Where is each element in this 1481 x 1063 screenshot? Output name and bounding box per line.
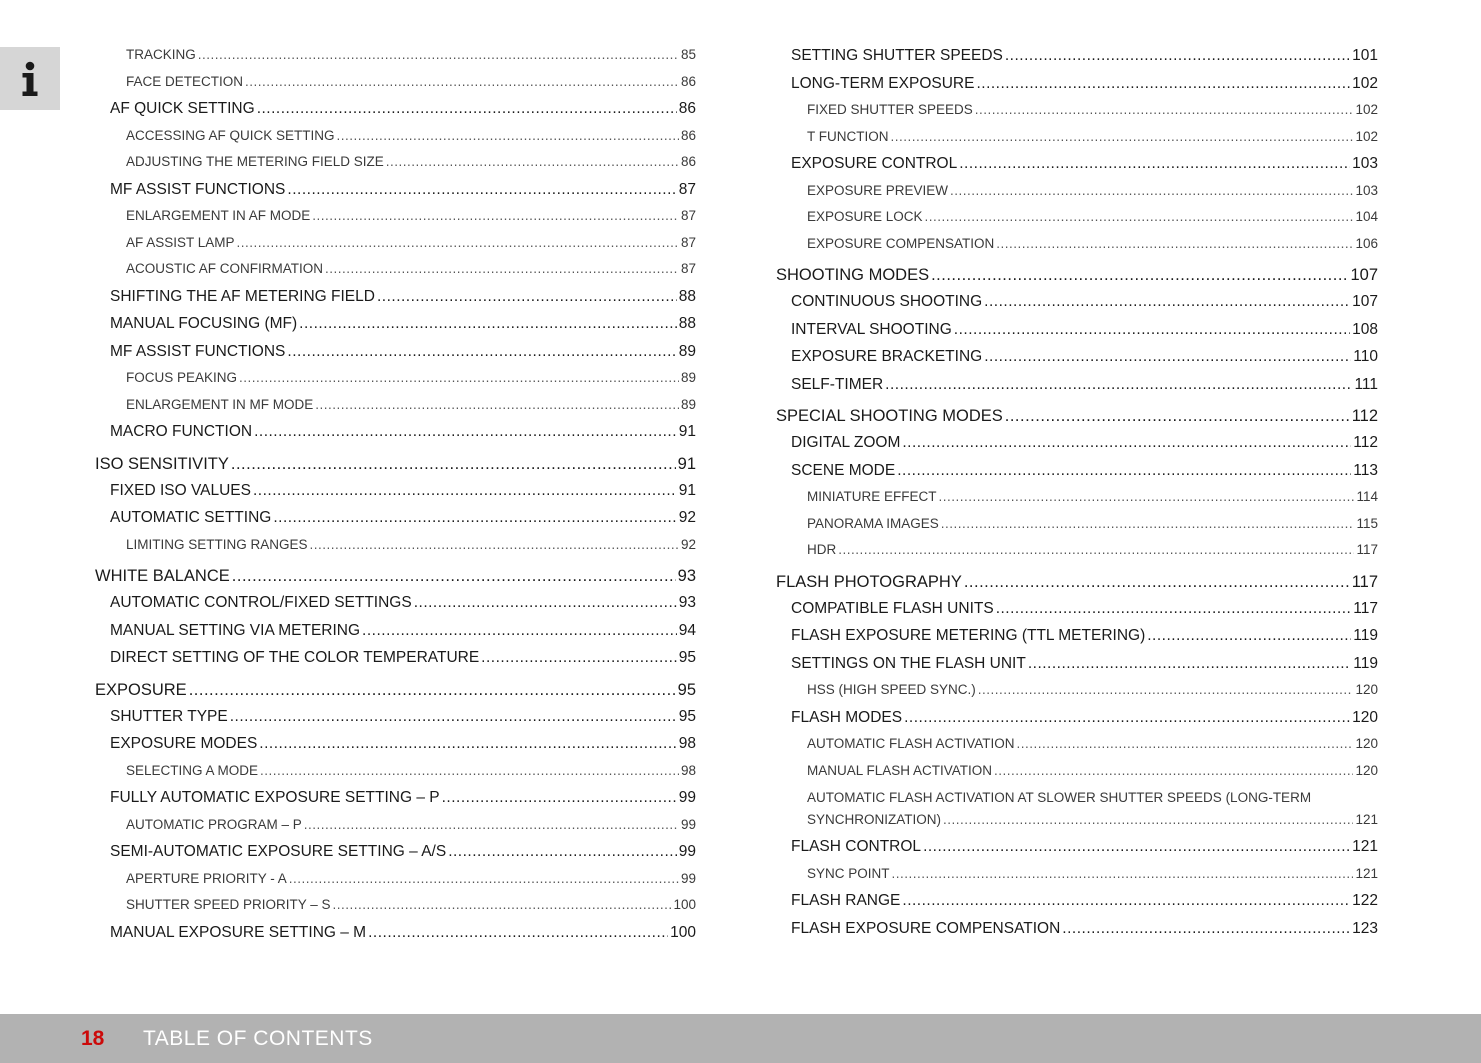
- toc-entry-title: EXPOSURE COMPENSATION: [807, 235, 995, 251]
- toc-entry-page: 95: [678, 707, 696, 725]
- toc-entry-page: 100: [670, 923, 696, 941]
- toc-entry-page: 104: [1355, 209, 1378, 224]
- dot-leader: [996, 231, 1353, 258]
- toc-entry[interactable]: [95, 617, 696, 645]
- toc-entry-title: AUTOMATIC FLASH ACTIVATION: [807, 736, 1015, 751]
- toc-entry-page: 99: [680, 870, 696, 886]
- toc-entry-page: 120: [1352, 708, 1378, 726]
- toc-entry-title: T FUNCTION: [807, 128, 889, 144]
- toc-entry-page: 117: [1351, 572, 1378, 591]
- toc-entry[interactable]: [776, 731, 1378, 758]
- toc-entry[interactable]: [776, 704, 1378, 732]
- dot-leader: [259, 730, 676, 758]
- toc-entry-page: 98: [678, 735, 696, 752]
- toc-entry-page: 117: [1353, 599, 1378, 617]
- toc-entry[interactable]: [95, 283, 696, 311]
- toc-entry-title: MANUAL FOCUSING (MF): [110, 315, 298, 332]
- toc-entry[interactable]: [776, 537, 1378, 564]
- toc-entry-title: DIGITAL ZOOM: [791, 434, 901, 451]
- toc-entry[interactable]: [95, 838, 696, 866]
- toc-entry[interactable]: [776, 861, 1378, 888]
- toc-entry[interactable]: [95, 477, 696, 505]
- toc-entry-page: 113: [1353, 461, 1378, 479]
- dot-leader: [481, 644, 677, 672]
- toc-entry-page: 95: [678, 649, 696, 666]
- toc-entry-title: EXPOSURE BRACKETING: [791, 348, 983, 365]
- toc-entry-page: 91: [677, 454, 696, 473]
- toc-entry-title: DIRECT SETTING OF THE COLOR TEMPERATURE: [110, 649, 480, 666]
- toc-entry-title: FULLY AUTOMATIC EXPOSURE SETTING – P: [110, 789, 440, 806]
- toc-entry-title: FOCUS PEAKING: [126, 370, 238, 385]
- dot-leader: [984, 343, 1351, 371]
- toc-entry[interactable]: [776, 42, 1378, 70]
- toc-entry[interactable]: [95, 866, 696, 893]
- toc-entry-title: FIXED SHUTTER SPEEDS: [807, 102, 973, 117]
- toc-entry[interactable]: [776, 622, 1378, 650]
- info-icon: [21, 61, 39, 97]
- dot-leader: [954, 316, 1350, 344]
- toc-entry-title: APERTURE PRIORITY - A: [126, 870, 287, 886]
- info-tab: [0, 47, 60, 110]
- dot-leader: [337, 123, 679, 150]
- toc-entry-page: 106: [1355, 235, 1378, 251]
- toc-entry[interactable]: [776, 97, 1378, 124]
- dot-leader: [362, 617, 677, 645]
- toc-entry[interactable]: [95, 504, 696, 532]
- toc-entry-title: MINIATURE EFFECT: [807, 489, 937, 504]
- toc-entry[interactable]: [776, 511, 1378, 538]
- toc-entry-title: FACE DETECTION: [126, 73, 244, 89]
- toc-entry-page: 93: [677, 567, 696, 585]
- toc-entry-title: SEMI-AUTOMATIC EXPOSURE SETTING – A/S: [110, 843, 447, 860]
- dot-leader: [273, 504, 676, 532]
- toc-entry-page: 87: [680, 261, 696, 276]
- toc-entry[interactable]: [95, 678, 696, 703]
- toc-entry-title: FLASH EXPOSURE COMPENSATION: [791, 919, 1061, 937]
- dot-leader: [386, 149, 679, 176]
- toc-entry-title: SETTINGS ON THE FLASH UNIT: [791, 654, 1026, 672]
- toc-entry-page: 123: [1352, 919, 1378, 937]
- toc-entry[interactable]: [95, 564, 696, 589]
- toc-entry-page: 110: [1353, 348, 1378, 365]
- toc-entry-page: 120: [1355, 762, 1378, 778]
- dot-leader: [902, 429, 1351, 457]
- toc-entry-page: 88: [678, 315, 696, 332]
- dot-leader: [959, 150, 1350, 178]
- toc-entry-title: FLASH CONTROL: [791, 838, 922, 855]
- dot-leader: [975, 97, 1354, 124]
- dot-leader: [964, 570, 1350, 595]
- dot-leader: [237, 230, 679, 257]
- toc-entry[interactable]: [776, 204, 1378, 231]
- toc-entry-title: HDR: [807, 542, 837, 557]
- toc-entry-page: 119: [1353, 654, 1378, 672]
- toc-entry-title: AUTOMATIC FLASH ACTIVATION AT SLOWER SHUTTER SPEEDS (LONG-TERM: [807, 790, 1312, 805]
- toc-entry-title: EXPOSURE PREVIEW: [807, 182, 949, 198]
- dot-leader: [325, 256, 679, 283]
- toc-entry[interactable]: [95, 338, 696, 366]
- dot-leader: [239, 365, 679, 392]
- dot-leader: [287, 338, 676, 366]
- toc-entry-page: 102: [1355, 128, 1378, 144]
- toc-entry[interactable]: [776, 915, 1378, 943]
- toc-entry[interactable]: [95, 892, 696, 919]
- toc-entry[interactable]: [95, 176, 696, 204]
- toc-entry[interactable]: [776, 570, 1378, 595]
- toc-entry-title-continued: SYNCHRONIZATION): [807, 812, 941, 827]
- toc-entry-title: AUTOMATIC PROGRAM – P: [126, 816, 302, 832]
- dot-leader: [1147, 622, 1351, 650]
- toc-entry-title: HSS (HIGH SPEED SYNC.): [807, 682, 976, 697]
- toc-entry-title: EXPOSURE MODES: [110, 735, 258, 752]
- toc-entry-page: 87: [678, 180, 696, 198]
- dot-leader: [368, 919, 668, 947]
- dot-leader: [253, 477, 677, 505]
- toc-entry-title: AUTOMATIC SETTING: [110, 509, 272, 526]
- toc-entry-page: 121: [1355, 865, 1378, 881]
- toc-entry-page: 115: [1356, 515, 1378, 531]
- toc-entry[interactable]: [776, 429, 1378, 457]
- toc-entry[interactable]: [95, 703, 696, 731]
- dot-leader: [299, 310, 677, 338]
- dot-leader: [260, 758, 679, 785]
- toc-right-column: [776, 42, 1378, 942]
- toc-entry-page: 92: [678, 509, 696, 526]
- toc-entry-page: 119: [1353, 627, 1378, 644]
- dot-leader: [287, 176, 676, 204]
- toc-entry[interactable]: [95, 95, 696, 123]
- toc-entry-title: SHIFTING THE AF METERING FIELD: [110, 287, 375, 305]
- toc-entry-title: AF ASSIST LAMP: [126, 234, 235, 250]
- toc-entry-title: ACCESSING AF QUICK SETTING: [126, 127, 335, 143]
- toc-entry-page: 99: [678, 843, 696, 860]
- dot-leader: [245, 69, 679, 96]
- dot-leader: [1028, 650, 1351, 678]
- toc-entry-page: 86: [680, 73, 696, 89]
- dot-leader: [939, 484, 1355, 511]
- dot-leader: [1005, 404, 1350, 429]
- toc-entry-title: ISO SENSITIVITY: [95, 454, 229, 473]
- page-number: 18: [81, 1026, 105, 1050]
- toc-entry-title: MANUAL SETTING VIA METERING: [110, 621, 361, 639]
- toc-entry[interactable]: [95, 256, 696, 283]
- toc-entry[interactable]: [776, 833, 1378, 861]
- toc-entry-title: SYNC POINT: [807, 865, 890, 881]
- dot-leader: [902, 887, 1350, 915]
- toc-entry-title: FLASH PHOTOGRAPHY: [776, 572, 962, 591]
- toc-entry-page: 120: [1355, 682, 1378, 697]
- toc-entry-page: 87: [680, 208, 696, 223]
- toc-entry-page: 122: [1352, 892, 1378, 909]
- toc-entry-title: ENLARGEMENT IN MF MODE: [126, 396, 314, 412]
- toc-entry-page: 91: [678, 481, 696, 499]
- section-title: TABLE OF CONTENTS: [143, 1026, 373, 1050]
- dot-leader: [1017, 731, 1354, 758]
- toc-entry-page: 112: [1351, 407, 1378, 425]
- toc-entry-title: FIXED ISO VALUES: [110, 481, 251, 499]
- dot-leader: [984, 288, 1350, 316]
- toc-entry-page: 101: [1352, 47, 1378, 64]
- toc-entry-page: 107: [1350, 266, 1378, 284]
- toc-entry[interactable]: [95, 42, 696, 69]
- toc-entry[interactable]: [95, 418, 696, 446]
- toc-entry[interactable]: [776, 404, 1378, 429]
- toc-entry[interactable]: [95, 149, 696, 176]
- toc-entry-page: 102: [1352, 74, 1378, 92]
- toc-entry[interactable]: [95, 758, 696, 785]
- dot-leader: [198, 42, 679, 69]
- dot-leader: [231, 452, 676, 477]
- dot-leader: [978, 677, 1354, 704]
- toc-entry[interactable]: [95, 730, 696, 758]
- toc-entry-page: 86: [678, 100, 696, 117]
- dot-leader: [232, 564, 676, 589]
- toc-entry-title: ENLARGEMENT IN AF MODE: [126, 208, 311, 223]
- toc-entry-page: 94: [678, 621, 696, 639]
- toc-entry-title: SPECIAL SHOOTING MODES: [776, 407, 1003, 425]
- toc-entry-title: MF ASSIST FUNCTIONS: [110, 180, 286, 198]
- toc-entry-page: 86: [680, 127, 696, 143]
- toc-entry-page: 98: [680, 762, 696, 778]
- toc-entry-title: COMPATIBLE FLASH UNITS: [791, 599, 994, 617]
- toc-entry-title: SELECTING A MODE: [126, 762, 259, 778]
- toc-entry-title: SHUTTER SPEED PRIORITY – S: [126, 897, 331, 912]
- toc-entry[interactable]: [776, 887, 1378, 915]
- dot-leader: [976, 70, 1350, 98]
- toc-entry-title: ADJUSTING THE METERING FIELD SIZE: [126, 154, 384, 169]
- toc-entry-title: SHOOTING MODES: [776, 266, 930, 284]
- toc-entry-page: 95: [677, 680, 696, 699]
- dot-leader: [923, 833, 1350, 861]
- toc-entry-page: 89: [678, 342, 696, 360]
- toc-entry-title: EXPOSURE LOCK: [807, 209, 923, 224]
- dot-leader: [289, 866, 679, 893]
- dot-leader: [904, 704, 1350, 732]
- dot-leader: [892, 861, 1354, 888]
- dot-leader: [310, 532, 679, 559]
- toc-left-column: [95, 42, 696, 946]
- toc-entry-title: SELF-TIMER: [791, 375, 884, 393]
- toc-entry-page: 117: [1356, 542, 1378, 557]
- toc-entry[interactable]: [95, 123, 696, 150]
- toc-entry[interactable]: [95, 69, 696, 96]
- page-footer: [0, 1014, 1481, 1063]
- toc-entry-title: EXPOSURE: [95, 680, 187, 699]
- toc-entry-title: AF QUICK SETTING: [110, 100, 255, 117]
- dot-leader: [333, 892, 672, 919]
- dot-leader: [377, 283, 677, 311]
- toc-entry[interactable]: [776, 263, 1378, 288]
- toc-entry[interactable]: [95, 589, 696, 617]
- toc-entry-page: 120: [1355, 736, 1378, 751]
- dot-leader: [230, 703, 677, 731]
- toc-entry-page: 87: [680, 234, 696, 250]
- toc-entry-page: 93: [678, 594, 696, 611]
- toc-entry[interactable]: [776, 343, 1378, 371]
- toc-entry-page: 121: [1355, 812, 1378, 827]
- dot-leader: [254, 418, 677, 446]
- dot-leader: [996, 595, 1352, 623]
- dot-leader: [838, 537, 1354, 564]
- toc-entry-page: 88: [678, 287, 696, 305]
- dot-leader: [941, 511, 1355, 538]
- toc-entry-title: SCENE MODE: [791, 461, 896, 479]
- toc-entry-page: 99: [680, 816, 696, 832]
- dot-leader: [931, 263, 1348, 288]
- toc-entry[interactable]: [95, 392, 696, 419]
- dot-leader: [448, 838, 677, 866]
- toc-entry[interactable]: [95, 532, 696, 559]
- toc-entry-title: ACOUSTIC AF CONFIRMATION: [126, 261, 324, 276]
- toc-entry-title: INTERVAL SHOOTING: [791, 320, 952, 338]
- dot-leader: [414, 589, 677, 617]
- dot-leader: [189, 678, 676, 703]
- toc-entry-title: LIMITING SETTING RANGES: [126, 536, 308, 552]
- toc-entry-title: CONTINUOUS SHOOTING: [791, 293, 983, 310]
- toc-entry-title: EXPOSURE CONTROL: [791, 155, 958, 172]
- toc-entry-title: FLASH RANGE: [791, 892, 901, 909]
- toc-entry-title: MACRO FUNCTION: [110, 423, 253, 440]
- toc-entry-title: WHITE BALANCE: [95, 567, 230, 585]
- toc-entry[interactable]: [776, 371, 1378, 399]
- toc-entry-page: 91: [678, 423, 696, 440]
- toc-entry[interactable]: [776, 677, 1378, 704]
- toc-entry-page: 100: [673, 897, 696, 912]
- toc-entry-title: SETTING SHUTTER SPEEDS: [791, 47, 1003, 64]
- toc-entry[interactable]: [776, 288, 1378, 316]
- toc-entry-page: 89: [680, 396, 696, 412]
- toc-entry[interactable]: [776, 70, 1378, 98]
- dot-leader: [312, 203, 679, 230]
- toc-entry[interactable]: [776, 457, 1378, 485]
- toc-entry[interactable]: [95, 310, 696, 338]
- toc-entry-page: 108: [1352, 320, 1378, 338]
- dot-leader: [257, 95, 677, 123]
- toc-entry[interactable]: [95, 230, 696, 257]
- toc-entry[interactable]: [776, 595, 1378, 623]
- toc-entry-page: 114: [1356, 489, 1378, 504]
- toc-entry-page: 85: [680, 47, 696, 62]
- dot-leader: [943, 809, 1353, 831]
- toc-entry[interactable]: [776, 784, 1378, 833]
- dot-leader: [994, 758, 1353, 785]
- dot-leader: [1005, 42, 1350, 70]
- dot-leader: [1062, 915, 1350, 943]
- toc-entry-page: 103: [1355, 182, 1378, 198]
- toc-entry-page: 92: [680, 536, 696, 552]
- toc-entry-page: 89: [680, 370, 696, 385]
- toc-entry-title: LONG-TERM EXPOSURE: [791, 74, 975, 92]
- dot-leader: [925, 204, 1354, 231]
- toc-entry-title: PANORAMA IMAGES: [807, 515, 939, 531]
- toc-entry[interactable]: [95, 365, 696, 392]
- toc-entry-title: FLASH MODES: [791, 708, 903, 726]
- toc-entry[interactable]: [776, 650, 1378, 678]
- toc-entry[interactable]: [776, 150, 1378, 178]
- toc-entry[interactable]: [95, 784, 696, 812]
- toc-entry-title: MF ASSIST FUNCTIONS: [110, 342, 286, 360]
- toc-entry[interactable]: [776, 124, 1378, 151]
- toc-entry[interactable]: [95, 812, 696, 839]
- toc-entry-page: 86: [680, 154, 696, 169]
- toc-entry[interactable]: [776, 178, 1378, 205]
- toc-entry[interactable]: [776, 484, 1378, 511]
- toc-entry-title: TRACKING: [126, 47, 196, 62]
- toc-entry[interactable]: [95, 919, 696, 947]
- dot-leader: [304, 812, 679, 839]
- dot-leader: [897, 457, 1351, 485]
- dot-leader: [891, 124, 1354, 151]
- toc-entry-page: 107: [1352, 293, 1378, 310]
- toc-entry-page: 111: [1354, 375, 1378, 393]
- toc-entry[interactable]: [95, 644, 696, 672]
- toc-entry-page: 121: [1352, 838, 1378, 855]
- dot-leader: [315, 392, 679, 419]
- toc-entry[interactable]: [776, 758, 1378, 785]
- toc-entry-title: MANUAL EXPOSURE SETTING – M: [110, 923, 367, 941]
- toc-entry-title: MANUAL FLASH ACTIVATION: [807, 762, 993, 778]
- toc-entry-page: 99: [678, 789, 696, 806]
- dot-leader: [950, 178, 1353, 205]
- toc-entry-title: SHUTTER TYPE: [110, 707, 228, 725]
- toc-entry[interactable]: [776, 231, 1378, 258]
- dot-leader: [885, 371, 1352, 399]
- dot-leader: [442, 784, 677, 812]
- toc-entry-title: AUTOMATIC CONTROL/FIXED SETTINGS: [110, 594, 412, 611]
- toc-entry-page: 112: [1353, 434, 1378, 451]
- toc-entry-page: 103: [1352, 155, 1378, 172]
- toc-entry-title: FLASH EXPOSURE METERING (TTL METERING): [791, 627, 1146, 644]
- toc-entry-page: 102: [1355, 102, 1378, 117]
- toc-entry[interactable]: [776, 316, 1378, 344]
- toc-entry[interactable]: [95, 452, 696, 477]
- toc-entry[interactable]: [95, 203, 696, 230]
